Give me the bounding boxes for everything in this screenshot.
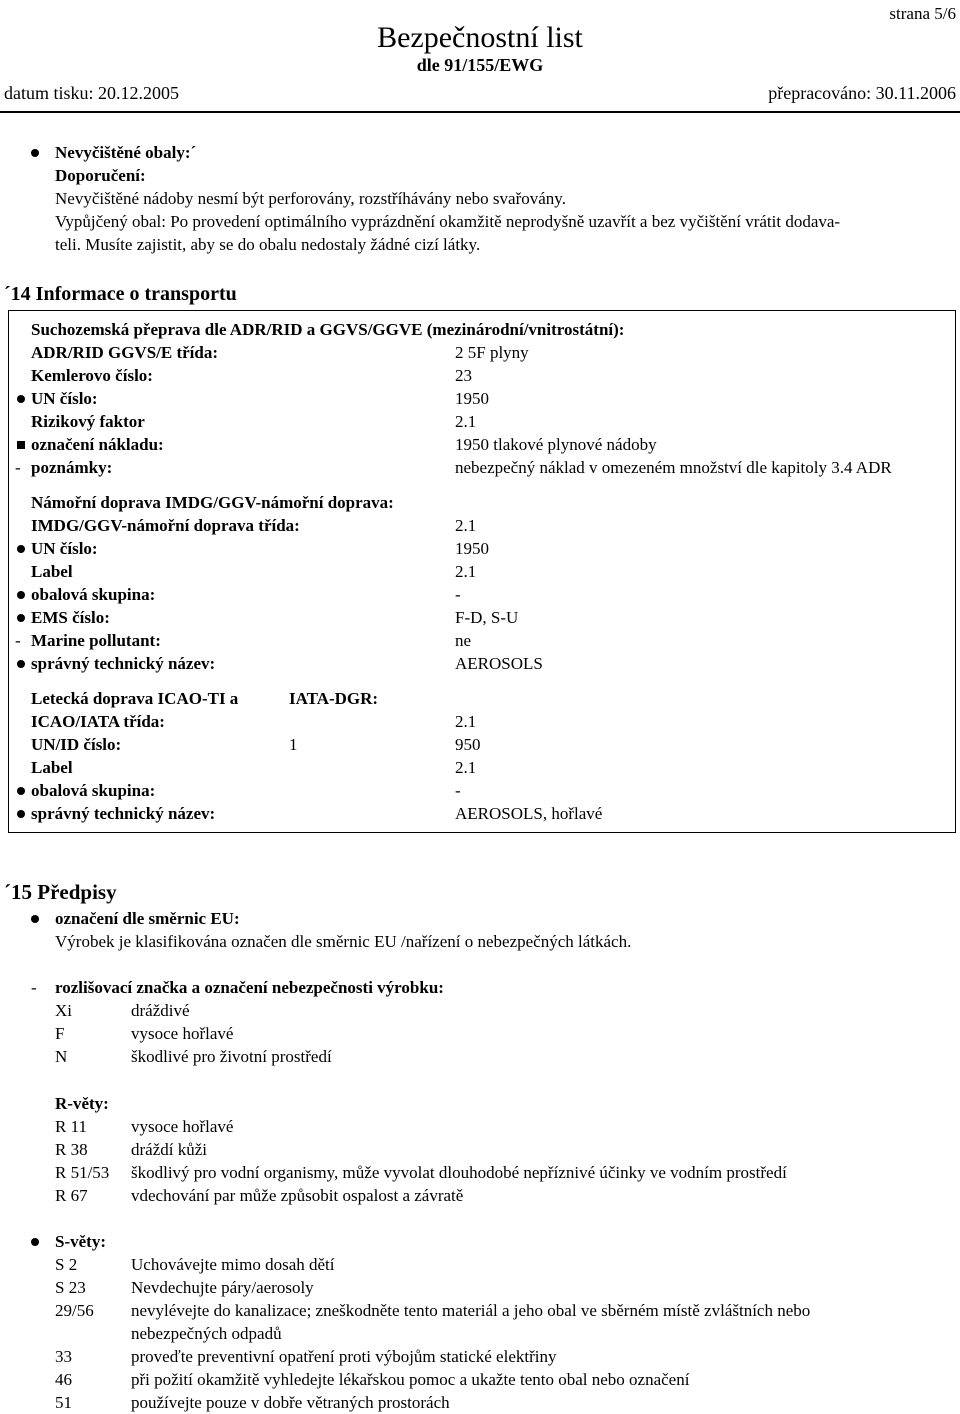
item-text: vdechování par může způsobit ospalost a závratě bbox=[131, 1186, 464, 1205]
transport-label: UN číslo: bbox=[31, 389, 98, 408]
list-item bbox=[0, 1161, 960, 1184]
item-text: dráždivé bbox=[131, 1001, 190, 1020]
transport-value: - bbox=[455, 585, 461, 604]
transport-row bbox=[9, 456, 955, 479]
sea-transport-heading: Námořní doprava IMDG/GGV-námořní doprava: bbox=[31, 493, 394, 512]
list-item bbox=[0, 1115, 960, 1138]
bullet-dot bbox=[17, 395, 25, 403]
transport-label: Marine pollutant: bbox=[31, 631, 161, 650]
print-date: datum tisku: 20.12.2005 bbox=[4, 83, 179, 103]
bullet-icon bbox=[31, 915, 39, 923]
document-title: Bezpečnostní list bbox=[377, 21, 583, 54]
transport-value: 1950 tlakové plynové nádoby bbox=[455, 435, 657, 454]
item-code: R 11 bbox=[55, 1117, 87, 1136]
item-code: 46 bbox=[55, 1370, 72, 1389]
packaging-heading: Nevyčištěné obaly:´ bbox=[55, 143, 197, 162]
bullet-dot bbox=[17, 787, 25, 795]
list-item bbox=[0, 1345, 960, 1368]
transport-row bbox=[9, 802, 955, 825]
list-item bbox=[0, 1138, 960, 1161]
transport-label: EMS číslo: bbox=[31, 608, 110, 627]
revision-date: přepracováno: 30.11.2006 bbox=[768, 83, 956, 103]
list-item bbox=[0, 1184, 960, 1207]
item-text: dráždí kůži bbox=[131, 1140, 207, 1159]
transport-value: AEROSOLS bbox=[455, 654, 543, 673]
transport-row bbox=[9, 537, 955, 560]
item-text: vysoce hořlavé bbox=[131, 1117, 234, 1136]
item-code: N bbox=[55, 1047, 68, 1066]
transport-row bbox=[9, 756, 955, 779]
transport-value: 1950 bbox=[455, 539, 489, 558]
transport-label: Label bbox=[31, 562, 73, 581]
transport-label: Kemlerovo číslo: bbox=[31, 366, 153, 385]
item-text: škodlivý pro vodní organismy, může vyvolat dlouhodobé nepříznivé účinky ve vodním prostředí bbox=[131, 1163, 787, 1182]
transport-box bbox=[8, 310, 956, 833]
transport-value: 1950 bbox=[455, 389, 489, 408]
hazard-symbols-label: rozlišovací značka a označení nebezpečnosti výrobku: bbox=[55, 978, 444, 997]
transport-row bbox=[9, 433, 955, 456]
item-text: vysoce hořlavé bbox=[131, 1024, 234, 1043]
page-number: strana 5/6 bbox=[889, 4, 956, 23]
transport-value: AEROSOLS, hořlavé bbox=[455, 804, 603, 823]
transport-value: 23 bbox=[455, 366, 472, 385]
dash-icon: - bbox=[31, 978, 37, 997]
list-item bbox=[0, 1045, 960, 1068]
dash-icon: - bbox=[15, 631, 21, 650]
bullet-dot bbox=[17, 660, 25, 668]
transport-value: 2.1 bbox=[455, 712, 477, 731]
transport-value: nebezpečný náklad v omezeném množství dle kapitoly 3.4 ADR bbox=[455, 458, 892, 477]
item-code: R 67 bbox=[55, 1186, 88, 1205]
transport-label: poznámky: bbox=[31, 458, 113, 477]
bullet-dot bbox=[17, 614, 25, 622]
transport-value: ne bbox=[455, 631, 472, 650]
transport-label: IMDG/GGV-námořní doprava třída: bbox=[31, 516, 300, 535]
transport-row bbox=[9, 583, 955, 606]
transport-value: 2.1 bbox=[455, 562, 477, 581]
bullet-dot bbox=[17, 545, 25, 553]
transport-value: 2 5F plyny bbox=[455, 343, 529, 362]
transport-value: 2.1 bbox=[455, 758, 477, 777]
item-text: proveďte preventivní opatření proti výbojům statické elektřiny bbox=[131, 1347, 557, 1366]
transport-row bbox=[9, 410, 955, 433]
item-code: S 2 bbox=[55, 1255, 78, 1274]
bullet-dot bbox=[17, 810, 25, 818]
list-item bbox=[0, 1253, 960, 1276]
packaging-line-3: teli. Musíte zajistit, aby se do obalu nedostaly žádné cizí látky. bbox=[55, 235, 481, 254]
r-phrases-label: R-věty: bbox=[55, 1094, 109, 1113]
bullet-square bbox=[17, 441, 25, 449]
item-code: 29/56 bbox=[55, 1301, 94, 1320]
transport-row bbox=[9, 652, 955, 675]
eu-directives-label: označení dle směrnic EU: bbox=[55, 909, 240, 928]
transport-label: správný technický název: bbox=[31, 654, 216, 673]
land-transport-heading: Suchozemská přeprava dle ADR/RID a GGVS/GGVE (mezinárodní/vnitrostátní): bbox=[31, 320, 625, 339]
transport-row bbox=[9, 341, 955, 364]
transport-label: Rizikový faktor bbox=[31, 412, 145, 431]
item-code: R 51/53 bbox=[55, 1163, 110, 1182]
item-text: nebezpečných odpadů bbox=[131, 1324, 282, 1343]
transport-row bbox=[9, 364, 955, 387]
transport-label: ADR/RID GGVS/E třída: bbox=[31, 343, 219, 362]
transport-row bbox=[9, 606, 955, 629]
dash-icon: - bbox=[15, 458, 21, 477]
transport-value: F-D, S-U bbox=[455, 608, 519, 627]
transport-label: obalová skupina: bbox=[31, 781, 156, 800]
packaging-line-1: Nevyčištěné nádoby nesmí být perforovány, rozstříhávány nebo svařovány. bbox=[55, 189, 566, 208]
bullet-icon bbox=[31, 1238, 39, 1246]
air-transport-heading-2: IATA-DGR: bbox=[289, 689, 379, 708]
s-phrases-label: S-věty: bbox=[55, 1232, 106, 1251]
section-14-title: ´14 Informace o transportu bbox=[4, 283, 237, 305]
transport-row bbox=[9, 733, 955, 756]
list-item bbox=[0, 1299, 960, 1322]
packaging-recommendation: Doporučení: bbox=[55, 166, 146, 185]
transport-row bbox=[9, 710, 955, 733]
packaging-line-2: Vypůjčený obal: Po provedení optimálního vyprázdnění okamžitě neprodyšně uzavřít a bez vyčištění vrátit dodava- bbox=[55, 212, 841, 231]
transport-row bbox=[9, 779, 955, 802]
item-text: škodlivé pro životní prostředí bbox=[131, 1047, 332, 1066]
section-15-title: ´15 Předpisy bbox=[4, 880, 117, 904]
transport-label: UN číslo: bbox=[31, 539, 98, 558]
transport-label: ICAO/IATA třída: bbox=[31, 712, 165, 731]
transport-value: 950 bbox=[455, 735, 481, 754]
header-rule bbox=[0, 111, 960, 113]
item-code: Xi bbox=[55, 1001, 72, 1020]
item-text: Nevdechujte páry/aerosoly bbox=[131, 1278, 314, 1297]
list-item bbox=[0, 1391, 960, 1414]
list-item bbox=[0, 1276, 960, 1299]
list-item bbox=[0, 999, 960, 1022]
transport-row bbox=[9, 560, 955, 583]
transport-label: označení nákladu: bbox=[31, 435, 164, 454]
transport-value: 2.1 bbox=[455, 412, 477, 431]
item-code: 33 bbox=[55, 1347, 72, 1366]
air-transport-heading: Letecká doprava ICAO-TI a bbox=[31, 689, 239, 708]
list-item-continuation bbox=[0, 1322, 960, 1345]
transport-row bbox=[9, 629, 955, 652]
transport-value: 2.1 bbox=[455, 516, 477, 535]
bullet-dot bbox=[17, 591, 25, 599]
item-code: 51 bbox=[55, 1393, 72, 1412]
list-item bbox=[0, 1022, 960, 1045]
transport-row bbox=[9, 387, 955, 410]
document-subtitle: dle 91/155/EWG bbox=[416, 55, 544, 75]
item-text: používejte pouze v dobře větraných prostorách bbox=[131, 1393, 450, 1412]
transport-label: obalová skupina: bbox=[31, 585, 156, 604]
item-text: Uchovávejte mimo dosah dětí bbox=[131, 1255, 335, 1274]
bullet-icon bbox=[31, 149, 39, 157]
transport-label: správný technický název: bbox=[31, 804, 216, 823]
eu-directives-text: Výrobek je klasifikována označen dle směrnic EU /nařízení o nebezpečných látkách. bbox=[55, 932, 632, 951]
transport-mid-value: 1 bbox=[289, 735, 298, 754]
item-code: F bbox=[55, 1024, 65, 1043]
item-code: R 38 bbox=[55, 1140, 88, 1159]
transport-row bbox=[9, 514, 955, 537]
item-code: S 23 bbox=[55, 1278, 86, 1297]
item-text: nevylévejte do kanalizace; zneškodněte tento materiál a jeho obal ve sběrném místě zvláštních nebo bbox=[131, 1301, 811, 1320]
transport-value: - bbox=[455, 781, 461, 800]
transport-label: Label bbox=[31, 758, 73, 777]
transport-label: UN/ID číslo: bbox=[31, 735, 122, 754]
item-text: při požití okamžitě vyhledejte lékařskou pomoc a ukažte tento obal nebo označení bbox=[131, 1370, 690, 1389]
list-item bbox=[0, 1368, 960, 1391]
